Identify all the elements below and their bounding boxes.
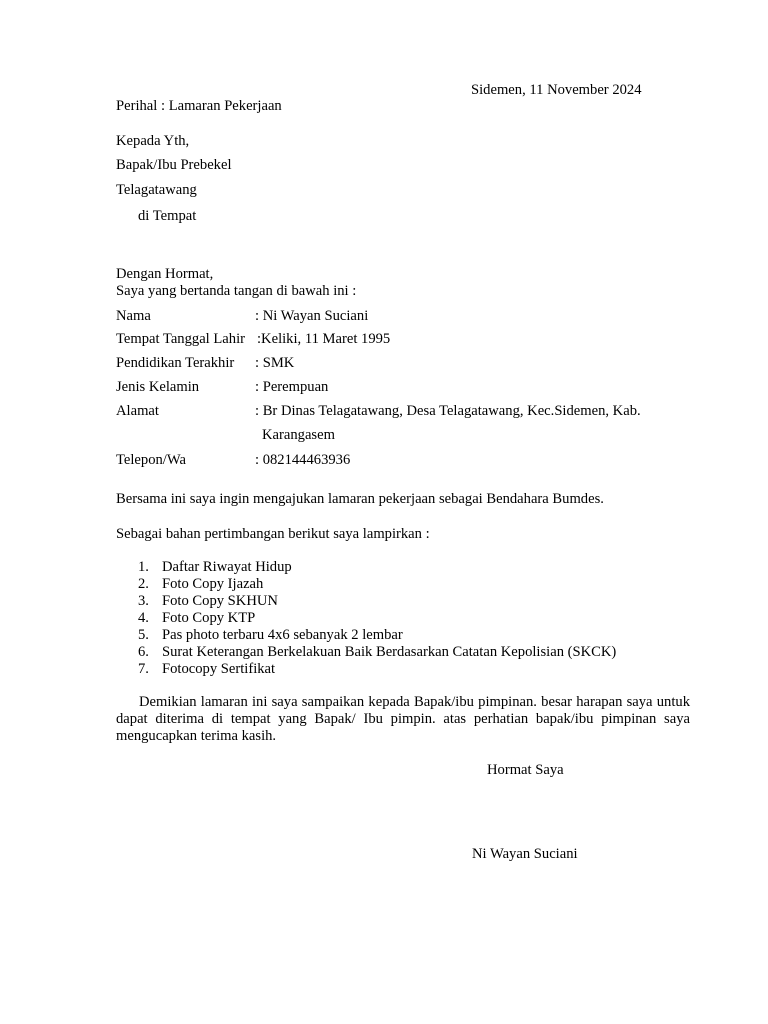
field-label-education: Pendidikan Terakhir	[116, 355, 235, 371]
recipient-place: di Tempat	[138, 208, 197, 224]
field-label-phone: Telepon/Wa	[116, 452, 186, 468]
field-label-address: Alamat	[116, 403, 159, 419]
field-label-birth: Tempat Tanggal Lahir	[116, 331, 245, 347]
field-value-name: : Ni Wayan Suciani	[255, 308, 369, 324]
list-item: Pas photo terbaru 4x6 sebanyak 2 lembar	[162, 627, 403, 643]
list-item: Surat Keterangan Berkelakuan Baik Berdasarkan Catatan Kepolisian (SKCK)	[162, 644, 617, 660]
list-item: Daftar Riwayat Hidup	[162, 559, 292, 575]
field-value-address: : Br Dinas Telagatawang, Desa Telagatawang, Kec.Sidemen, Kab.	[255, 403, 641, 419]
closing-paragraph: Demikian lamaran ini saya sampaikan kepada Bapak/ibu pimpinan. besar harapan saya untuk dapat diterima di tempat yang Bapak/ Ibu pimpin. atas perhatian bapak/ibu pimpinan saya mengucapkan terima kasih.	[116, 694, 690, 744]
list-item-number: 7.	[138, 661, 149, 677]
list-item: Foto Copy SKHUN	[162, 593, 278, 609]
list-item: Foto Copy KTP	[162, 610, 256, 626]
list-item-number: 6.	[138, 644, 149, 660]
field-value-birth: :Keliki, 11 Maret 1995	[257, 331, 391, 347]
recipient-name: Bapak/Ibu Prebekel	[116, 157, 232, 173]
list-item-number: 3.	[138, 593, 149, 609]
list-item-number: 5.	[138, 627, 149, 643]
field-label-name: Nama	[116, 308, 151, 324]
recipient-greeting: Kepada Yth,	[116, 133, 190, 149]
attachments-intro: Sebagai bahan pertimbangan berikut saya lampirkan :	[116, 526, 430, 542]
signer-name: Ni Wayan Suciani	[472, 846, 578, 862]
statement-line: Bersama ini saya ingin mengajukan lamaran pekerjaan sebagai Bendahara Bumdes.	[116, 491, 604, 507]
list-item-number: 2.	[138, 576, 149, 592]
intro-line: Saya yang bertanda tangan di bawah ini :	[116, 283, 357, 299]
list-item-number: 1.	[138, 559, 149, 575]
recipient-location: Telagatawang	[116, 182, 197, 198]
field-value-education: : SMK	[255, 355, 295, 371]
list-item-number: 4.	[138, 610, 149, 626]
sign-off: Hormat Saya	[487, 762, 564, 778]
list-item: Fotocopy Sertifikat	[162, 661, 276, 677]
list-item: Foto Copy Ijazah	[162, 576, 264, 592]
field-value-gender: : Perempuan	[255, 379, 329, 395]
field-value-phone: : 082144463936	[255, 452, 351, 468]
opening-salutation: Dengan Hormat,	[116, 266, 214, 282]
field-value-address-continued: Karangasem	[262, 427, 335, 443]
subject-line: Perihal : Lamaran Pekerjaan	[116, 98, 282, 114]
place-date: Sidemen, 11 November 2024	[471, 82, 642, 98]
field-label-gender: Jenis Kelamin	[116, 379, 200, 395]
